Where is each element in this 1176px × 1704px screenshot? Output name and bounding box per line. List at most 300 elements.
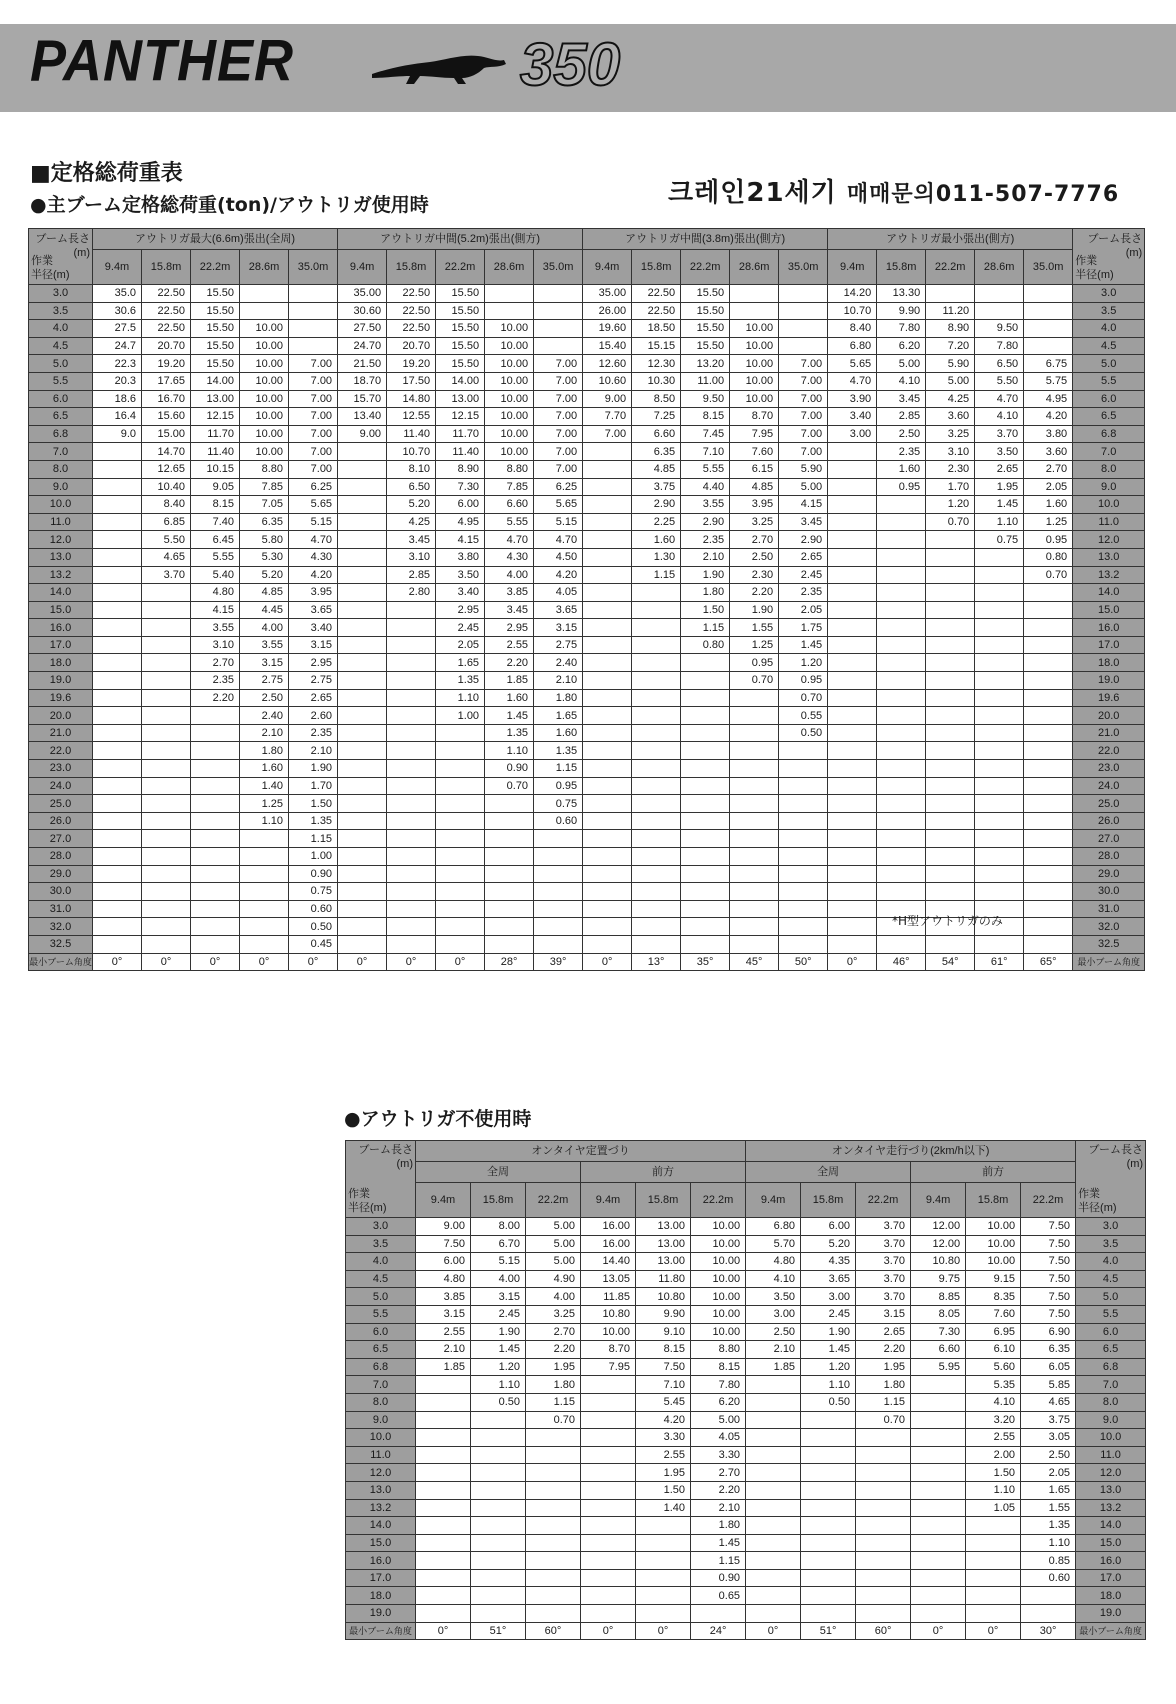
load-value-cell [877,795,926,813]
load-value-cell [93,513,142,531]
load-value-cell [338,460,387,478]
load-value-cell: 10.70 [387,443,436,461]
load-value-cell: 1.20 [471,1358,526,1376]
load-value-cell: 14.00 [436,372,485,390]
load-value-cell: 2.05 [1021,1464,1076,1482]
radius-cell: 4.0 [1073,320,1145,338]
load-value-cell [856,1499,911,1517]
load-value-cell [828,654,877,672]
load-value-cell [730,918,779,936]
load-value-cell: 19.20 [142,355,191,373]
load-value-cell: 10.00 [730,390,779,408]
radius-cell: 3.5 [346,1235,416,1253]
load-value-cell: 1.60 [1024,496,1073,514]
brand-name: PANTHER [30,28,295,94]
load-value-cell [801,1517,856,1535]
load-value-cell: 3.70 [856,1270,911,1288]
load-value-cell: 2.70 [691,1464,746,1482]
radius-cell: 13.0 [1076,1481,1146,1499]
load-value-cell [636,1552,691,1570]
load-value-cell [801,1534,856,1552]
min-angle-cell: 50° [779,953,828,971]
load-value-cell [583,848,632,866]
load-value-cell [142,812,191,830]
load-value-cell [1024,320,1073,338]
load-value-cell [93,584,142,602]
load-value-cell [779,812,828,830]
table-row [29,372,1145,390]
load-value-cell: 4.70 [485,531,534,549]
load-value-cell: 4.80 [746,1253,801,1271]
load-value-cell [828,724,877,742]
load-value-cell [975,566,1024,584]
load-value-cell [93,707,142,725]
load-value-cell [828,883,877,901]
load-value-cell [828,584,877,602]
load-value-cell: 7.30 [911,1323,966,1341]
load-value-cell: 8.05 [911,1305,966,1323]
load-value-cell [877,935,926,953]
load-value-cell: 4.25 [387,513,436,531]
load-value-cell [416,1481,471,1499]
load-value-cell [877,707,926,725]
min-angle-cell: 28° [485,953,534,971]
load-value-cell [581,1517,636,1535]
load-value-cell [338,531,387,549]
load-value-cell: 3.70 [856,1253,911,1271]
load-value-cell [142,777,191,795]
load-value-cell: 18.50 [632,320,681,338]
load-value-cell [471,1499,526,1517]
radius-cell: 20.0 [1073,707,1145,725]
load-value-cell: 2.85 [387,566,436,584]
load-value-cell [289,285,338,303]
table-row [346,1323,1146,1341]
load-value-cell [975,672,1024,690]
load-value-cell: 6.25 [534,478,583,496]
load-value-cell [730,795,779,813]
boom-length-label: ブーム長さ (m) [1088,1144,1144,1170]
boom-length-header: 28.6m [485,250,534,285]
load-value-cell [877,601,926,619]
load-value-cell: 10.00 [240,425,289,443]
table-row [29,636,1145,654]
load-value-cell: 1.15 [691,1552,746,1570]
load-value-cell [387,672,436,690]
load-value-cell: 4.20 [1024,408,1073,426]
load-value-cell: 6.95 [966,1323,1021,1341]
load-value-cell [877,513,926,531]
load-value-cell: 1.65 [436,654,485,672]
load-value-cell [975,812,1024,830]
load-value-cell: 1.10 [966,1481,1021,1499]
radius-cell: 7.0 [346,1376,416,1394]
load-value-cell: 3.15 [289,636,338,654]
load-value-cell: 10.00 [730,320,779,338]
load-value-cell [911,1587,966,1605]
load-value-cell [1024,812,1073,830]
load-value-cell: 16.4 [93,408,142,426]
radius-cell: 4.5 [346,1270,416,1288]
load-value-cell [338,918,387,936]
radius-cell: 18.0 [346,1587,416,1605]
radius-label: 作業 半径(m) [1078,1188,1117,1214]
load-value-cell [877,848,926,866]
radius-cell: 14.0 [1073,584,1145,602]
load-value-cell: 1.85 [416,1358,471,1376]
load-value-cell: 7.45 [681,425,730,443]
load-value-cell [338,548,387,566]
load-value-cell: 2.35 [877,443,926,461]
load-value-cell [93,496,142,514]
load-value-cell [436,935,485,953]
load-value-cell [93,654,142,672]
load-value-cell [681,812,730,830]
load-value-cell: 4.30 [289,548,338,566]
load-value-cell [877,760,926,778]
load-value-cell: 4.45 [240,601,289,619]
load-value-cell [911,1429,966,1447]
load-value-cell: 2.55 [966,1429,1021,1447]
load-value-cell: 6.90 [1021,1323,1076,1341]
load-value-cell: 9.05 [191,478,240,496]
load-value-cell: 6.35 [1021,1341,1076,1359]
radius-cell: 4.0 [346,1253,416,1271]
load-value-cell: 12.65 [142,460,191,478]
min-angle-cell: 0° [966,1622,1021,1640]
load-value-cell: 2.10 [691,1499,746,1517]
load-value-cell: 22.50 [387,285,436,303]
load-value-cell [877,584,926,602]
load-value-cell: 8.35 [966,1288,1021,1306]
table-row [29,513,1145,531]
load-value-cell: 6.80 [746,1218,801,1236]
min-angle-label: 最小ブーム角度 [346,1622,416,1640]
load-value-cell [926,760,975,778]
load-value-cell: 5.65 [289,496,338,514]
load-value-cell: 7.70 [583,408,632,426]
radius-cell: 20.0 [29,707,93,725]
load-value-cell: 15.50 [681,285,730,303]
load-value-cell [779,918,828,936]
load-value-cell: 3.40 [828,408,877,426]
load-value-cell: 3.95 [289,584,338,602]
load-value-cell [828,830,877,848]
load-value-cell: 11.80 [636,1270,691,1288]
load-value-cell [387,830,436,848]
radius-cell: 7.0 [1076,1376,1146,1394]
radius-cell: 6.5 [29,408,93,426]
load-value-cell [828,935,877,953]
load-value-cell [142,848,191,866]
direction-header: 前方 [581,1162,746,1183]
load-value-cell: 2.10 [746,1341,801,1359]
load-value-cell: 3.85 [485,584,534,602]
load-value-cell [471,1534,526,1552]
load-value-cell: 10.00 [240,443,289,461]
load-value-cell: 9.10 [636,1323,691,1341]
load-value-cell [926,566,975,584]
load-value-cell [338,830,387,848]
radius-cell: 31.0 [29,900,93,918]
load-value-cell [436,918,485,936]
radius-cell: 32.5 [29,935,93,953]
radius-cell: 13.0 [346,1481,416,1499]
load-value-cell: 10.00 [240,355,289,373]
load-value-cell: 8.70 [581,1341,636,1359]
radius-cell: 28.0 [1073,848,1145,866]
load-value-cell [636,1569,691,1587]
load-value-cell: 15.50 [436,337,485,355]
load-value-cell [1024,760,1073,778]
load-value-cell: 2.75 [289,672,338,690]
load-value-cell [93,531,142,549]
load-value-cell [856,1481,911,1499]
load-value-cell [93,935,142,953]
load-value-cell: 7.00 [534,460,583,478]
load-value-cell [828,848,877,866]
load-value-cell [926,707,975,725]
load-value-cell [911,1605,966,1623]
load-value-cell: 4.35 [801,1253,856,1271]
load-value-cell: 7.50 [1021,1305,1076,1323]
load-value-cell [877,548,926,566]
load-value-cell: 7.50 [636,1358,691,1376]
load-value-cell [338,654,387,672]
min-angle-cell: 35° [681,953,730,971]
min-angle-cell: 54° [926,953,975,971]
load-value-cell: 4.20 [289,566,338,584]
load-value-cell [338,584,387,602]
load-value-cell: 27.5 [93,320,142,338]
load-value-cell: 7.50 [416,1235,471,1253]
min-angle-cell: 39° [534,953,583,971]
radius-cell: 30.0 [1073,883,1145,901]
load-value-cell [746,1446,801,1464]
radius-cell: 21.0 [1073,724,1145,742]
load-value-cell [779,830,828,848]
table-row [29,408,1145,426]
load-value-cell: 1.60 [877,460,926,478]
on-tire-load-table [345,1140,1146,1640]
load-value-cell: 2.25 [632,513,681,531]
radius-cell: 5.0 [1076,1288,1146,1306]
radius-cell: 5.5 [1076,1305,1146,1323]
load-value-cell: 6.75 [1024,355,1073,373]
load-value-cell [93,812,142,830]
load-value-cell: 1.50 [636,1481,691,1499]
load-value-cell: 0.95 [730,654,779,672]
load-value-cell [387,689,436,707]
load-value-cell: 1.15 [526,1393,581,1411]
load-value-cell: 2.90 [681,513,730,531]
table-row [29,848,1145,866]
load-value-cell: 15.50 [436,320,485,338]
load-value-cell: 2.20 [730,584,779,602]
radius-cell: 6.5 [1076,1341,1146,1359]
load-value-cell [416,1569,471,1587]
radius-cell: 7.0 [29,443,93,461]
table-row [29,320,1145,338]
load-value-cell: 18.70 [338,372,387,390]
load-value-cell: 15.50 [681,320,730,338]
load-value-cell [93,830,142,848]
load-value-cell: 1.10 [471,1376,526,1394]
radius-cell: 16.0 [346,1552,416,1570]
load-value-cell [534,337,583,355]
load-value-cell: 2.20 [691,1481,746,1499]
load-value-cell: 7.50 [1021,1270,1076,1288]
min-angle-row [346,1622,1146,1640]
radius-cell: 6.0 [29,390,93,408]
load-value-cell [966,1605,1021,1623]
load-value-cell: 10.00 [240,320,289,338]
load-value-cell [801,1499,856,1517]
load-value-cell [1024,830,1073,848]
load-value-cell [581,1393,636,1411]
load-value-cell [436,742,485,760]
load-value-cell [93,689,142,707]
outrigger-load-table [28,228,1145,971]
load-value-cell [416,1464,471,1482]
load-value-cell: 2.10 [534,672,583,690]
boom-length-header: 15.8m [387,250,436,285]
load-value-cell [730,900,779,918]
load-value-cell: 6.00 [436,496,485,514]
load-value-cell [779,337,828,355]
table-row [29,672,1145,690]
radius-cell: 19.6 [29,689,93,707]
load-value-cell [471,1587,526,1605]
load-value-cell: 2.45 [436,619,485,637]
radius-cell: 10.0 [1076,1429,1146,1447]
radius-cell: 13.2 [29,566,93,584]
load-value-cell [142,865,191,883]
load-value-cell: 2.95 [485,619,534,637]
load-value-cell: 10.00 [966,1235,1021,1253]
load-value-cell: 4.10 [746,1270,801,1288]
load-value-cell [289,302,338,320]
load-value-cell [471,1411,526,1429]
top-group-row [346,1141,1146,1162]
load-value-cell: 10.00 [485,443,534,461]
load-value-cell: 5.35 [966,1376,1021,1394]
load-value-cell [975,724,1024,742]
load-value-cell [436,777,485,795]
load-value-cell [1024,672,1073,690]
load-value-cell: 9.00 [583,390,632,408]
load-value-cell: 0.70 [730,672,779,690]
load-value-cell: 11.00 [681,372,730,390]
load-value-cell: 7.00 [583,425,632,443]
load-value-cell [583,584,632,602]
load-value-cell: 3.55 [240,636,289,654]
load-value-cell [471,1446,526,1464]
load-value-cell [975,777,1024,795]
radius-cell: 3.5 [1073,302,1145,320]
load-value-cell [526,1534,581,1552]
load-value-cell [926,285,975,303]
load-value-cell: 1.45 [691,1534,746,1552]
load-value-cell [779,320,828,338]
min-angle-cell: 65° [1024,953,1073,971]
load-value-cell [436,848,485,866]
load-value-cell [926,935,975,953]
load-value-cell [289,337,338,355]
boom-length-header: 22.2m [436,250,485,285]
load-value-cell [779,777,828,795]
table-row [29,496,1145,514]
load-value-cell [975,619,1024,637]
load-value-cell: 4.85 [730,478,779,496]
load-value-cell: 1.25 [1024,513,1073,531]
radius-cell: 26.0 [29,812,93,830]
load-value-cell [681,918,730,936]
load-value-cell: 4.00 [240,619,289,637]
radius-cell: 6.8 [1076,1358,1146,1376]
radius-cell: 5.0 [29,355,93,373]
load-value-cell: 1.70 [926,478,975,496]
load-value-cell: 1.00 [289,848,338,866]
load-value-cell [632,777,681,795]
load-value-cell [746,1411,801,1429]
table-row [346,1552,1146,1570]
load-value-cell [681,777,730,795]
load-value-cell [93,724,142,742]
load-value-cell: 10.00 [485,425,534,443]
boom-length-header: 35.0m [1024,250,1073,285]
load-value-cell [632,689,681,707]
radius-cell: 3.0 [346,1218,416,1236]
min-angle-cell: 0° [828,953,877,971]
load-value-cell [583,689,632,707]
load-value-cell [877,865,926,883]
load-value-cell [975,883,1024,901]
load-value-cell: 1.10 [975,513,1024,531]
load-value-cell: 0.70 [926,513,975,531]
load-value-cell [801,1587,856,1605]
load-value-cell [877,777,926,795]
load-value-cell: 9.15 [966,1270,1021,1288]
load-value-cell: 0.75 [534,795,583,813]
radius-cell: 7.0 [1073,443,1145,461]
load-value-cell [142,724,191,742]
load-value-cell [581,1481,636,1499]
load-value-cell: 10.00 [485,372,534,390]
load-value-cell: 1.45 [485,707,534,725]
load-value-cell: 10.00 [581,1323,636,1341]
load-value-cell: 7.00 [289,355,338,373]
load-value-cell: 1.90 [289,760,338,778]
load-value-cell: 2.65 [975,460,1024,478]
load-value-cell: 15.50 [191,302,240,320]
load-value-cell: 3.25 [730,513,779,531]
load-value-cell: 7.60 [966,1305,1021,1323]
load-value-cell: 0.80 [1024,548,1073,566]
load-value-cell: 10.80 [581,1305,636,1323]
tire-mode-header: オンタイヤ走行づり(2km/h以下) [746,1141,1076,1162]
load-value-cell: 1.80 [526,1376,581,1394]
table-row [346,1393,1146,1411]
load-value-cell: 2.05 [779,601,828,619]
table-row [29,390,1145,408]
boom-length-row [346,1183,1146,1218]
load-value-cell: 3.95 [730,496,779,514]
load-value-cell [338,848,387,866]
load-value-cell [387,848,436,866]
load-value-cell [583,619,632,637]
load-value-cell: 8.90 [436,460,485,478]
